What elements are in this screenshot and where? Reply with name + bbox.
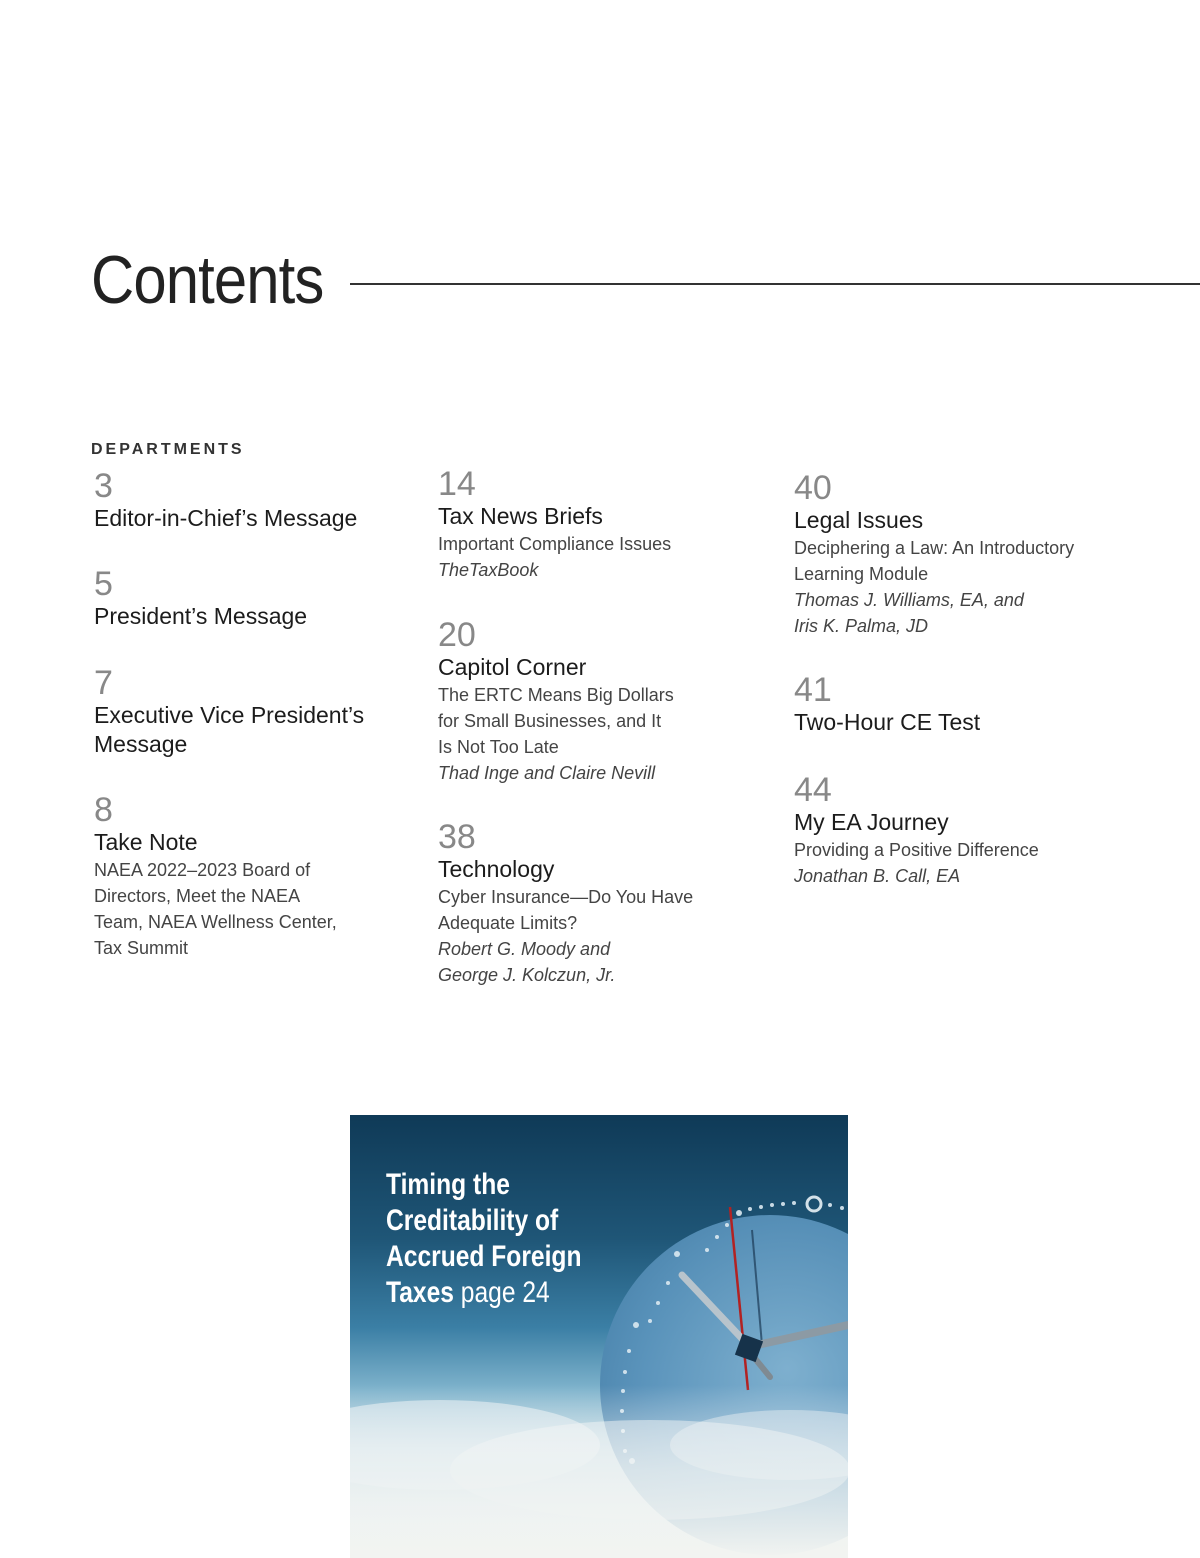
toc-author <box>438 760 674 786</box>
toc-page-number: 8 <box>94 791 113 829</box>
toc-heading-line: Capitol Corner <box>438 654 587 680</box>
toc-description <box>94 857 337 961</box>
toc-author-line: Thomas J. Williams, EA, and <box>794 590 1024 610</box>
toc-author <box>794 587 1074 639</box>
toc-description-line: Providing a Positive Difference <box>794 840 1039 860</box>
toc-page-number: 5 <box>94 565 113 603</box>
feature-title-line: Timing the <box>386 1168 510 1201</box>
section-label: DEPARTMENTS <box>91 441 245 458</box>
toc-heading-line: Editor-in-Chief’s Message <box>94 505 358 531</box>
toc-heading <box>94 701 364 759</box>
toc-heading <box>794 808 1039 837</box>
toc-heading <box>94 504 357 533</box>
toc-description-line: Adequate Limits? <box>438 913 578 933</box>
feature-title <box>386 1167 632 1311</box>
toc-author-line: Robert G. Moody and <box>438 939 611 959</box>
toc-entry[interactable] <box>794 470 1074 639</box>
toc-heading <box>438 653 674 682</box>
toc-entry[interactable] <box>94 665 364 759</box>
toc-entry[interactable] <box>94 792 337 961</box>
toc-entry[interactable] <box>438 819 693 988</box>
toc-author-line: Thad Inge and Claire Nevill <box>438 763 656 783</box>
toc-heading <box>794 708 980 737</box>
toc-description-line: Directors, Meet the NAEA <box>94 886 301 906</box>
toc-description-line: Team, NAEA Wellness Center, <box>94 912 337 932</box>
toc-description-line: Learning Module <box>794 564 929 584</box>
toc-entry[interactable] <box>438 617 674 786</box>
toc-heading <box>438 502 671 531</box>
toc-author <box>438 557 671 583</box>
toc-description <box>438 682 674 760</box>
toc-heading-line: Tax News Briefs <box>438 503 603 529</box>
feature-title-taxes: Taxes <box>386 1276 454 1309</box>
toc-description <box>794 837 1039 863</box>
toc-entry[interactable] <box>794 772 1039 889</box>
toc-author-line: George J. Kolczun, Jr. <box>438 965 616 985</box>
toc-author <box>794 863 1039 889</box>
toc-heading <box>438 855 693 884</box>
feature-title-line <box>386 1275 632 1311</box>
toc-heading-line: Message <box>94 731 188 757</box>
toc-page-number: 7 <box>94 664 113 702</box>
toc-entry[interactable] <box>94 566 307 631</box>
toc-page-number: 14 <box>438 465 476 503</box>
feature-title-line: Accrued Foreign <box>386 1240 582 1273</box>
toc-heading-line: Technology <box>438 856 555 882</box>
title-rule <box>350 283 1200 285</box>
toc-description <box>438 531 671 557</box>
page-title: Contents <box>91 242 324 318</box>
toc-heading <box>94 602 307 631</box>
toc-heading-line: My EA Journey <box>794 809 949 835</box>
toc-description-line: Tax Summit <box>94 938 189 958</box>
toc-page-number: 44 <box>794 771 832 809</box>
toc-page-number: 20 <box>438 616 476 654</box>
toc-description-line: The ERTC Means Big Dollars <box>438 685 674 705</box>
toc-page-number: 41 <box>794 671 832 709</box>
toc-page-number: 40 <box>794 469 832 507</box>
toc-heading-line: President’s Message <box>94 603 308 629</box>
toc-heading-line: Executive Vice President’s <box>94 702 365 728</box>
toc-description <box>438 884 693 936</box>
toc-page-number: 38 <box>438 818 476 856</box>
toc-entry[interactable] <box>438 466 671 583</box>
toc-heading <box>794 506 1074 535</box>
toc-heading-line: Take Note <box>94 829 198 855</box>
toc-description-line: for Small Businesses, and It <box>438 711 662 731</box>
toc-entry[interactable] <box>94 468 357 533</box>
toc-author <box>438 936 693 988</box>
toc-page-number: 3 <box>94 467 113 505</box>
toc-description-line: Cyber Insurance—Do You Have <box>438 887 694 907</box>
toc-description-line: Deciphering a Law: An Introductory <box>794 538 1075 558</box>
toc-description-line: NAEA 2022–2023 Board of <box>94 860 311 880</box>
feature-image[interactable] <box>350 1115 848 1558</box>
toc-author-line: Iris K. Palma, JD <box>794 616 929 636</box>
toc-author-line: Jonathan B. Call, EA <box>794 866 961 886</box>
feature-page-ref: page 24 <box>460 1276 550 1309</box>
toc-description-line: Is Not Too Late <box>438 737 559 757</box>
toc-description <box>794 535 1074 587</box>
toc-author-line: TheTaxBook <box>438 560 539 580</box>
toc-heading-line: Legal Issues <box>794 507 924 533</box>
feature-title-line: Creditability of <box>386 1204 559 1237</box>
toc-entry[interactable] <box>794 672 980 737</box>
toc-description-line: Important Compliance Issues <box>438 534 672 554</box>
toc-heading-line: Two-Hour CE Test <box>794 709 981 735</box>
toc-heading <box>94 828 337 857</box>
